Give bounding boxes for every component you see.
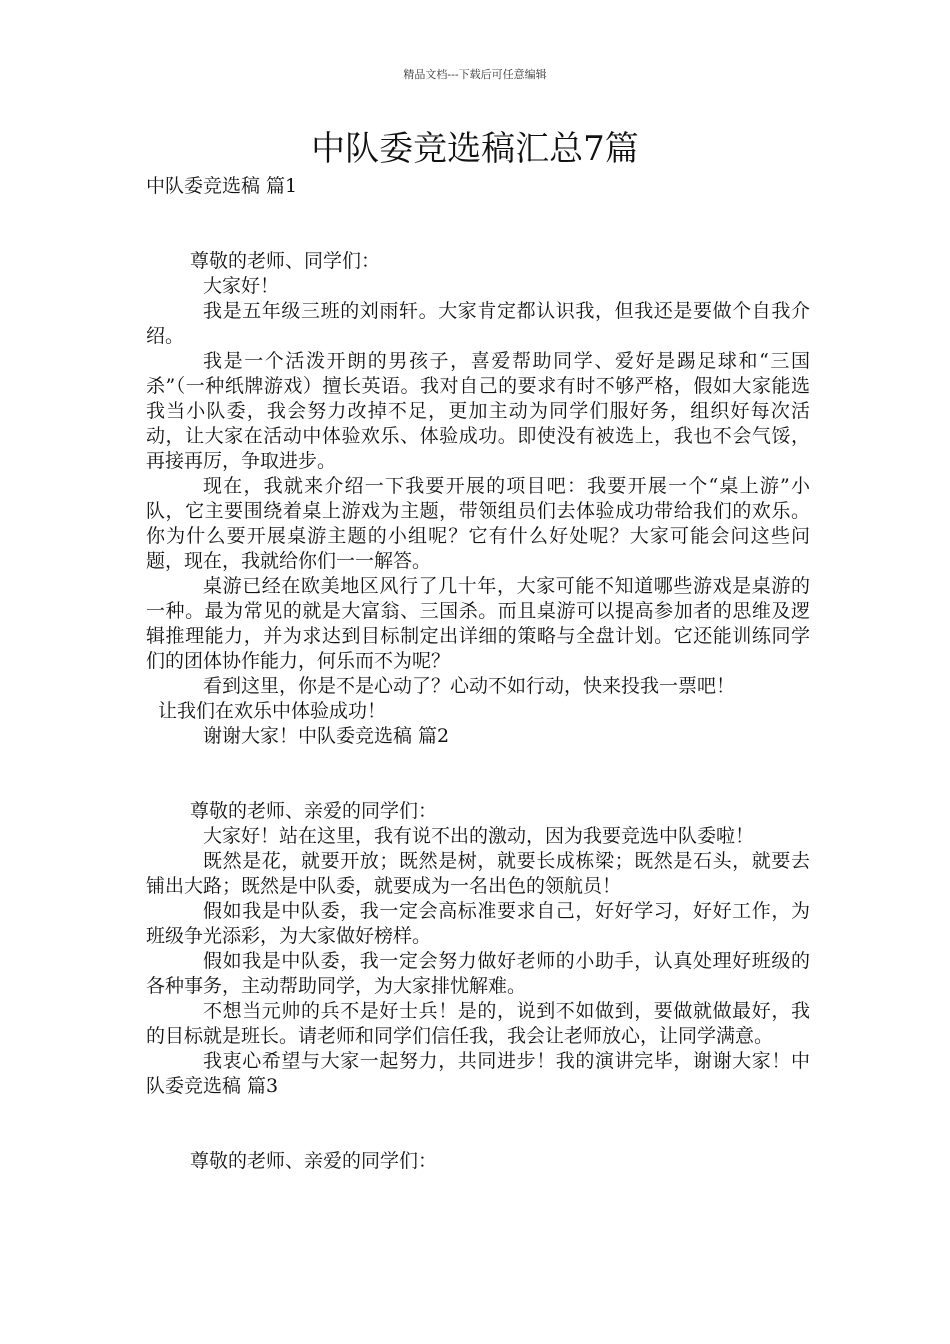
document-title: 中队委竞选稿汇总7篇 (311, 129, 639, 169)
paragraph: 尊敬的老师、同学们： (190, 250, 381, 272)
paragraph: 谢谢大家！中队委竞选稿 篇2 (203, 725, 450, 747)
paragraph: 我是一个活泼开朗的男孩子，喜爱帮助同学、爱好是踢足球和“三国杀”（一种纸牌游戏）擅长英语。我对自己的要求有时不够严格，假如大家能选我当小队委，我会努力改掉不足，更加主动为同学们服好务，组织好每次活动，让大家在活动中体验欢乐、体验成功。即使没有被选上，我也不会气馁，再接再厉，争取进步。 (146, 350, 810, 472)
paragraph: 看到这里，你是不是心动了？心动不如行动，快来投我一票吧！ (203, 675, 736, 697)
paragraph: 现在，我就来介绍一下我要开展的项目吧：我要开展一个“桌上游”小队，它主要围绕着桌上游戏为主题，带领组员们去体验成功带给我们的欢乐。你为什么要开展桌游主题的小组呢？它有什么好处呢？大家可能会问这些问题，现在，我就给你们一一解答。 (146, 475, 810, 572)
paragraph-spacer (146, 749, 810, 799)
document-body (146, 174, 810, 1174)
paragraph-spacer (146, 1099, 810, 1149)
header-note: 精品文档---下载后可任意编辑 (403, 68, 547, 81)
paragraph: 大家好！ (203, 275, 280, 297)
paragraph: 尊敬的老师、亲爱的同学们： (190, 1150, 438, 1172)
paragraph: 让我们在欢乐中体验成功！ (158, 700, 387, 722)
paragraph: 中队委竞选稿 篇1 (146, 175, 298, 197)
paragraph: 大家好！站在这里，我有说不出的激动，因为我要竞选中队委啦！ (203, 825, 755, 847)
paragraph: 我是五年级三班的刘雨轩。大家肯定都认识我，但我还是要做个自我介绍。 (146, 300, 810, 347)
paragraph: 尊敬的老师、亲爱的同学们： (190, 800, 438, 822)
paragraph: 既然是花，就要开放；既然是树，就要长成栋梁；既然是石头，就要去铺出大路；既然是中队委，就要成为一名出色的领航员！ (146, 850, 810, 897)
paragraph: 假如我是中队委，我一定会高标准要求自己，好好学习，好好工作，为班级争光添彩，为大家做好榜样。 (146, 900, 810, 947)
paragraph-spacer (146, 199, 810, 249)
paragraph: 桌游已经在欧美地区风行了几十年，大家可能不知道哪些游戏是桌游的一种。最为常见的就是大富翁、三国杀。而且桌游可以提高参加者的思维及逻辑推理能力，并为求达到目标制定出详细的策略与全盘计划。它还能训练同学们的团体协作能力，何乐而不为呢？ (146, 575, 810, 672)
paragraph: 不想当元帅的兵不是好士兵！是的，说到不如做到，要做就做最好，我的目标就是班长。请老师和同学们信任我，我会让老师放心，让同学满意。 (146, 1000, 810, 1047)
paragraph: 假如我是中队委，我一定会努力做好老师的小助手，认真处理好班级的各种事务，主动帮助同学，为大家排忧解难。 (146, 950, 810, 997)
paragraph: 我衷心希望与大家一起努力，共同进步！我的演讲完毕，谢谢大家！中队委竞选稿 篇3 (146, 1050, 810, 1097)
